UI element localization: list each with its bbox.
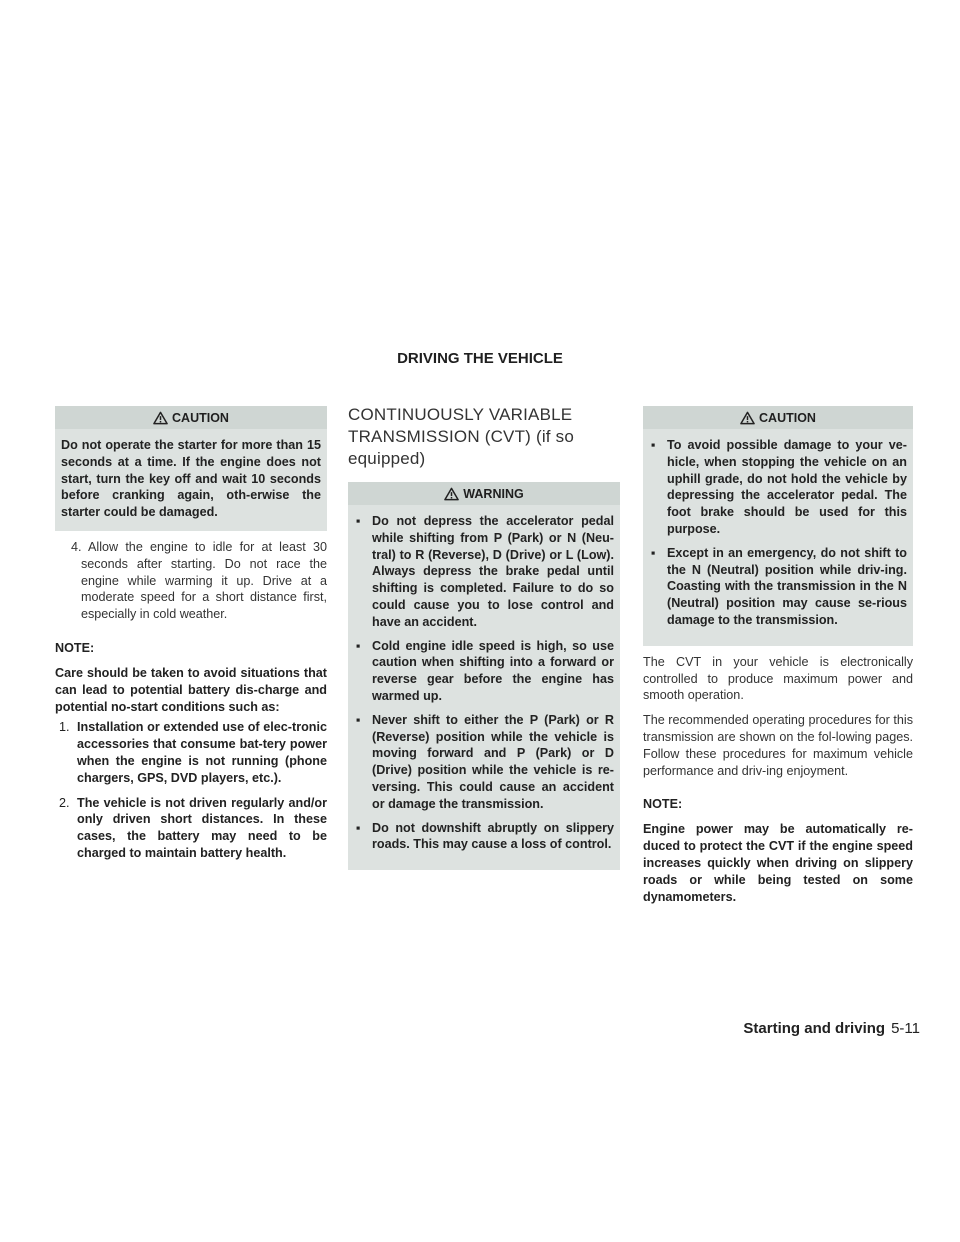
caution-box xyxy=(643,406,913,646)
list-item xyxy=(649,437,907,538)
note-text: Care should be taken to avoid situations that can lead to potential battery dis-charge and potential no-start conditions such as: xyxy=(55,665,327,714)
section-header: DRIVING THE VEHICLE xyxy=(397,350,563,367)
list-item xyxy=(354,820,614,854)
list-text: The vehicle is not driven regularly and/or only driven short distances. In these cases, the battery may need to be charged to maintain battery health. xyxy=(77,795,327,860)
list-text: Do not downshift abruptly on slippery roads. This may cause a loss of control. xyxy=(372,820,614,852)
warning-triangle-icon xyxy=(153,411,168,425)
list-item xyxy=(649,545,907,629)
page-footer xyxy=(743,1020,920,1037)
bullet-icon: ▪ xyxy=(356,712,361,727)
step-4: 4. Allow the engine to idle for at least 30 seconds after starting. Do not race the engine while warming it up. Drive at a moderate speed for a short distance first, especially in cold weather. xyxy=(71,539,327,622)
cvt-paragraph-1: The CVT in your vehicle is electronically controlled to produce maximum power and smooth operation. xyxy=(643,654,913,703)
column-left xyxy=(55,406,327,870)
caution-title-bar xyxy=(643,406,913,429)
page-number: 5-11 xyxy=(891,1020,920,1037)
warning-triangle-icon xyxy=(740,411,755,425)
list-item xyxy=(354,712,614,813)
list-number: 1. xyxy=(59,720,70,735)
caution-title: CAUTION xyxy=(759,411,816,425)
note-label: NOTE: xyxy=(55,640,95,655)
warning-title-bar xyxy=(348,482,620,505)
list-text: Except in an emergency, do not shift to the N (Neutral) position while driv-ing. Coasting with the transmission in the N (Neutral) position may cause se-rious damage to the transmission. xyxy=(667,545,907,627)
note-text: Engine power may be automatically re-duced to protect the CVT if the engine speed increases quickly when driving on slippery roads or while being tested on some dynamometers. xyxy=(643,822,913,904)
cvt-paragraph-2: The recommended operating procedures for this transmission are shown on the fol-lowing pages. Follow these procedures for maximum vehicle performance and driv-ing enjoyment. xyxy=(643,713,913,778)
list-item xyxy=(55,795,327,862)
bullet-icon: ▪ xyxy=(356,638,361,653)
bullet-icon: ▪ xyxy=(651,545,656,560)
list-text: Never shift to either the P (Park) or R (Reverse) position while the vehicle is moving forward and P (Park) or D (Drive) position while the vehicle is re-versing. This could cause an accident or damage the transmission. xyxy=(372,712,614,811)
warning-title: WARNING xyxy=(463,487,524,501)
caution-title-bar xyxy=(55,406,327,429)
caution-box xyxy=(55,406,327,531)
list-number: 2. xyxy=(59,795,70,810)
warning-box xyxy=(348,482,620,870)
list-text: Do not depress the accelerator pedal while shifting from P (Park) or N (Neu-tral) to R (Reverse), D (Drive) or L (Low). Always depress the brake pedal until shifting is completed. Failure to do so could cause you to lose control and have an accident. xyxy=(372,514,614,629)
list-text: Installation or extended use of elec-tronic accessories that consume bat-tery power when the engine is not running (phone chargers, GPS, DVD players, etc.). xyxy=(77,720,327,785)
bullet-icon: ▪ xyxy=(356,820,361,835)
cvt-section-title: CONTINUOUSLY VARIABLE TRANSMISSION (CVT) (if so equipped) xyxy=(348,405,575,468)
footer-chapter: Starting and driving xyxy=(743,1020,886,1037)
caution-list xyxy=(649,437,907,629)
warning-list xyxy=(354,513,614,853)
list-text: To avoid possible damage to your ve-hicle, when stopping the vehicle on an uphill grade, do not hold the vehicle by depressing the accelerator pedal. The foot brake should be used for this purpose. xyxy=(667,438,907,536)
warning-triangle-icon xyxy=(444,487,459,501)
list-item xyxy=(55,719,327,786)
list-text: Cold engine idle speed is high, so use caution when shifting into a forward or reverse gear before the engine has warmed up. xyxy=(372,638,614,703)
caution-title: CAUTION xyxy=(172,411,229,425)
note-label: NOTE: xyxy=(643,797,683,812)
column-right xyxy=(643,406,913,909)
column-middle xyxy=(348,404,620,878)
caution-text: Do not operate the starter for more than 15 seconds at a time. If the engine does not start, turn the key off and wait 10 seconds before cranking again, oth-erwise the starter could be damaged. xyxy=(61,438,321,520)
list-item xyxy=(354,638,614,705)
bullet-icon: ▪ xyxy=(651,438,656,452)
battery-list xyxy=(55,719,327,861)
list-item xyxy=(354,513,614,631)
bullet-icon: ▪ xyxy=(356,514,361,528)
